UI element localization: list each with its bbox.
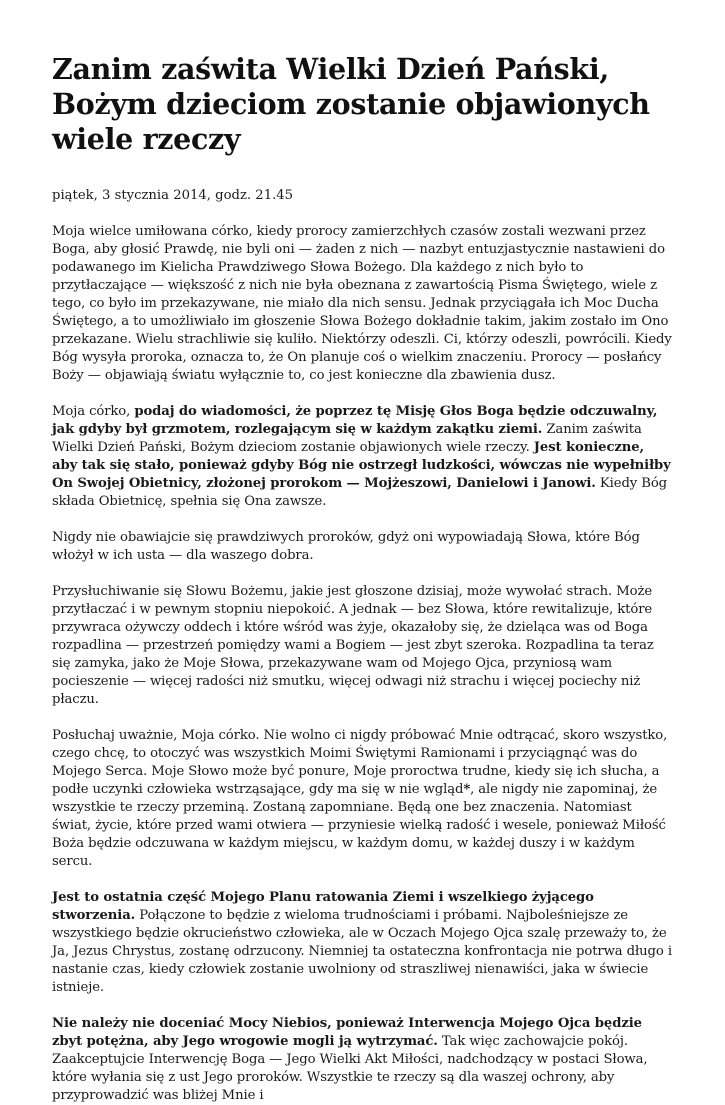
paragraph (52, 223, 673, 385)
text: Przysłuchiwanie się Słowu Bożemu, jakie jest głoszone dzisiaj, może wywołać strach. Może przytłaczać i w pewnym stopniu niepokoić. A jednak — bez Słowa, które rewitalizuje, które przywraca ożywczy oddech i które wśród was żyje, okazałoby się, że dzieląca was od Boga rozpadlina — przestrzeń pomiędzy wami a Bogiem — jest zbyt szeroka. Rozpadlina ta teraz się zamyka, jako że Moje Słowa, przekazywane wam od Mojego Ojca, przyniosą wam pocieszenie — więcej radości niż smutku, więcej odwagi niż strachu i więcej pociechy niż płaczu. (52, 584, 654, 707)
paragraph (52, 1015, 673, 1105)
paragraph (52, 529, 673, 565)
text: Tak więc zachowajcie pokój. Zaakceptujcie Interwencję Boga — Jego Wielki Akt Miłości, nadchodzący w postaci Słowa, które wyłania się z ust Jego proroków. Wszystkie te rzeczy są dla waszej ochrony, aby przyprowadzić was bliżej Mnie i (52, 1034, 648, 1103)
text: Moja córko, (52, 404, 135, 419)
text: Kiedy Bóg składa Obietnicę, spełnia się Ona zawsze. (52, 476, 668, 509)
paragraph (52, 889, 673, 997)
article-date: piątek, 3 stycznia 2014, godz. 21.45 (52, 188, 294, 203)
bold-text: Jest to ostatnia część Mojego Planu ratowania Ziemi i wszelkiego żyjącego stworzenia. (52, 890, 594, 923)
text: , ale nigdy nie zapominaj, że wszystkie te rzeczy przeminą. Zostaną zapomniane. Będą one bez znaczenia. Natomiast świat, życie, które przed wami otwiera — przyniesie wielką radość i wesele, ponieważ Miłość Boża będzie odczuwana w każdym miejscu, w każdym domu, w każdej duszy i w każdym sercu. (52, 782, 666, 869)
text: Nigdy nie obawiajcie się prawdziwych proroków, gdyż oni wypowiadają Słowa, które Bóg włożył w ich usta — dla waszego dobra. (52, 530, 640, 563)
bold-text: * (463, 782, 471, 797)
text: Moja wielce umiłowana córko, kiedy prorocy zamierzchłych czasów zostali wezwani przez Boga, aby głosić Prawdę, nie byli oni — żaden z nich — nazbyt entuzjastycznie nastawieni do podawanego im Kielicha Prawdziwego Słowa Bożego. Dla każdego z nich było to przytłaczające — większość z nich nie była obeznana z zawartością Pisma Świętego, wiele z tego, co było im przekazywane, nie miało dla nich sensu. Jednak przyciągała ich Moc Ducha Świętego, a to umożliwiało im głoszenie Słowa Bożego dokładnie takim, jakim zostało im Ono przekazane. Wielu strachliwie się kuliło. Niektórzy odeszli. Ci, którzy odeszli, powrócili. Kiedy Bóg wysyła proroka, oznacza to, że On planuje coś o wielkim znaczeniu. Prorocy — posłańcy Boży — objawiają światu wyłącznie to, co jest konieczne dla zbawienia dusz. (52, 224, 672, 383)
paragraph (52, 403, 673, 511)
bold-text: Nie należy nie doceniać Mocy Niebios, ponieważ Interwencja Mojego Ojca będzie zbyt potężna, aby Jego wrogowie mogli ją wytrzymać. (52, 1016, 642, 1049)
text: Posłuchaj uważnie, Moja córko. Nie wolno ci nigdy próbować Mnie odtrącać, skoro wszystko, czego chcę, to otoczyć was wszystkich Moimi Świętymi Ramionami i przyciągnąć was do Mojego Serca. Moje Słowo może być ponure, Moje proroctwa trudne, kiedy się ich słucha, a podłe uczynki człowieka wstrząsające, gdy ma się w nie wgląd (52, 728, 668, 797)
bold-text: podaj do wiadomości, że poprzez tę Misję Głos Boga będzie odczuwalny, jak gdyby był grzmotem, rozlegającym się w każdym zakątku ziemi. (52, 404, 658, 437)
text: Połączone to będzie z wieloma trudnościami i próbami. Najboleśniejsze ze wszystkiego będzie okrucieństwo człowieka, ale w Oczach Mojego Ojca szalę przeważy to, że Ja, Jezus Chrystus, zostanę odrzucony. Niemniej ta ostateczna konfrontacja nie potrwa długo i nastanie czas, kiedy człowiek zostanie uwolniony od straszliwej nienawiści, jaka w świecie istnieje. (52, 908, 672, 995)
paragraph (52, 583, 673, 709)
bold-text: Jest konieczne, aby tak się stało, ponieważ gdyby Bóg nie ostrzegł ludzkości, wówczas nie wypełniłby On Swojej Obietnicy, złożonej prorokom — Mojżeszowi, Danielowi i Janowi. (52, 440, 671, 491)
article-title: Zanim zaświta Wielki Dzień Pański, Bożym dzieciom zostanie objawionych wiele rzeczy (52, 52, 650, 156)
paragraph (52, 727, 673, 871)
article-body (52, 223, 673, 1105)
text: Zanim zaświta Wielki Dzień Pański, Bożym dzieciom zostanie objawionych wiele rzeczy. (52, 422, 642, 455)
